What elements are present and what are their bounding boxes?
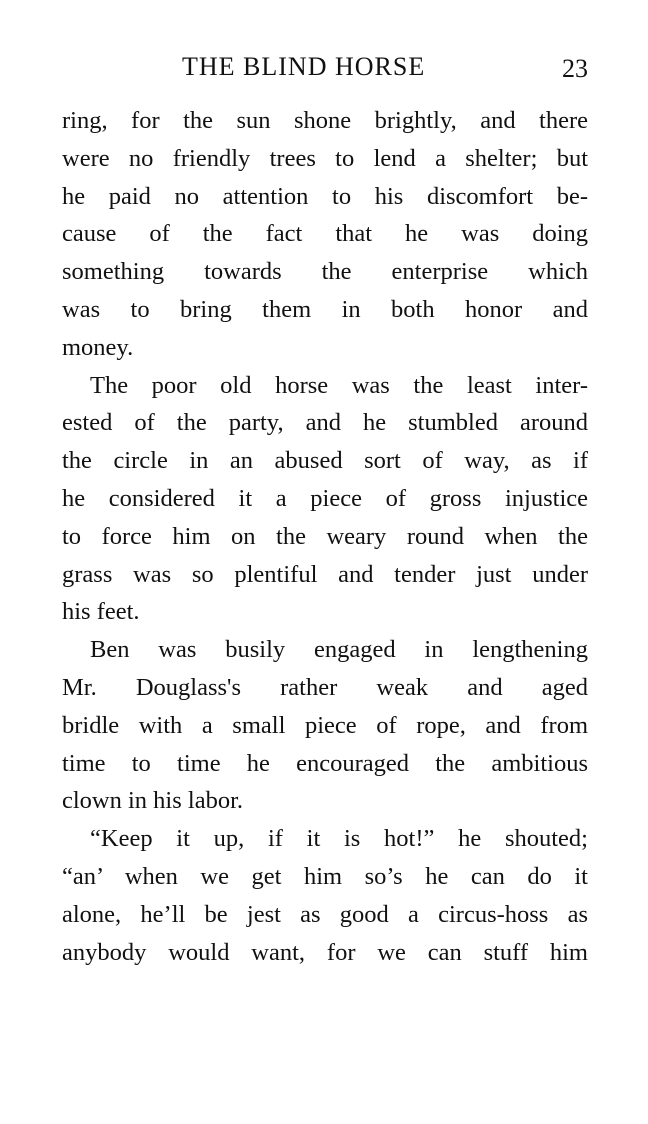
text-line: alone, he’ll be jest as good a circus-hoss as bbox=[62, 900, 588, 928]
text-line: his feet. bbox=[62, 598, 140, 626]
text-line: were no friendly trees to lend a shelter; but bbox=[62, 144, 588, 172]
text-line: Mr. Douglass's rather weak and aged bbox=[62, 673, 588, 701]
text-line: “an’ when we get him so’s he can do it bbox=[62, 862, 588, 890]
text-line: was to bring them in both honor and bbox=[62, 295, 588, 323]
text-line: money. bbox=[62, 333, 134, 361]
text-line: the circle in an abused sort of way, as if bbox=[62, 447, 588, 475]
text-line: cause of the fact that he was doing bbox=[62, 220, 588, 248]
body-text bbox=[62, 102, 588, 971]
text-line: something towards the enterprise which bbox=[62, 258, 588, 286]
paragraph bbox=[62, 820, 588, 971]
running-title: THE BLIND HORSE bbox=[182, 52, 426, 81]
text-line: Ben was busily engaged in lengthening bbox=[90, 636, 588, 664]
text-line: anybody would want, for we can stuff him bbox=[62, 938, 588, 966]
text-line: “Keep it up, if it is hot!” he shouted; bbox=[90, 825, 588, 853]
paragraph bbox=[62, 367, 588, 632]
page-header bbox=[62, 52, 588, 88]
text-line: to force him on the weary round when the bbox=[62, 522, 588, 550]
text-line: ring, for the sun shone brightly, and there bbox=[62, 107, 588, 134]
text-line: The poor old horse was the least inter- bbox=[90, 371, 588, 399]
text-line: he paid no attention to his discomfort be- bbox=[62, 182, 588, 210]
text-line: grass was so plentiful and tender just under bbox=[62, 560, 588, 588]
paragraph bbox=[62, 631, 588, 820]
paragraph bbox=[62, 102, 588, 367]
text-line: clown in his labor. bbox=[62, 787, 244, 815]
text-line: he considered it a piece of gross injustice bbox=[62, 484, 588, 512]
text-line: time to time he encouraged the ambitious bbox=[62, 749, 588, 777]
page-number: 23 bbox=[562, 54, 588, 83]
text-line: bridle with a small piece of rope, and from bbox=[62, 711, 588, 739]
text-line: ested of the party, and he stumbled around bbox=[62, 409, 588, 437]
